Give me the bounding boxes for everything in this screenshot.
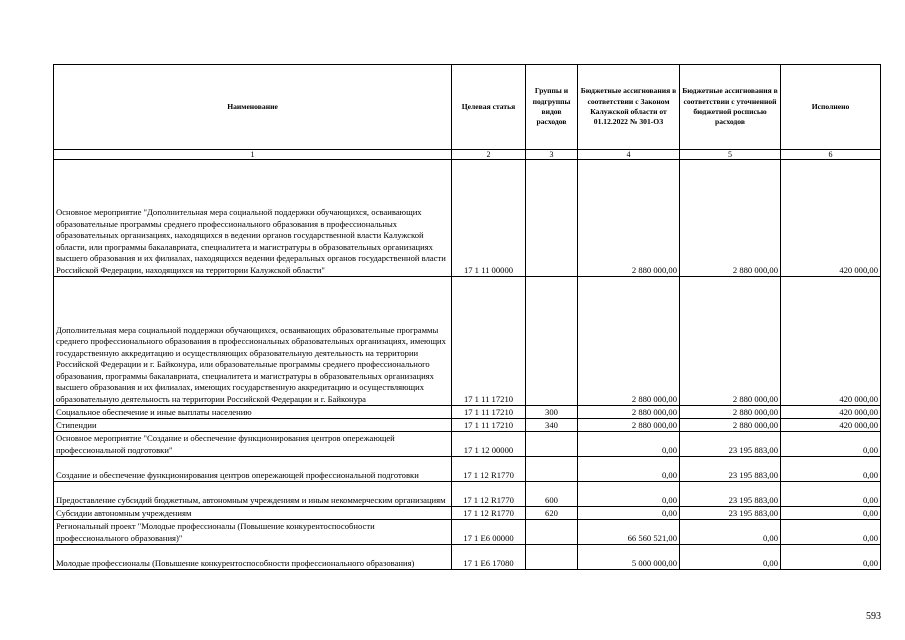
row-target-article: 17 1 12 R1770 xyxy=(452,507,526,520)
row-name: Региональный проект "Молодые профессионалы (Повышение конкурентоспособности профессионального образования)" xyxy=(54,520,452,545)
page-number: 593 xyxy=(866,611,881,622)
row-target-article: 17 1 11 17210 xyxy=(452,406,526,419)
table-row xyxy=(54,482,881,507)
table-header xyxy=(54,65,881,160)
row-executed: 0,00 xyxy=(781,507,881,520)
row-name: Социальное обеспечение и иные выплаты населению xyxy=(54,406,452,419)
row-expense-group xyxy=(526,457,578,482)
header-name: Наименование xyxy=(54,65,452,150)
row-target-article: 17 1 11 17210 xyxy=(452,277,526,406)
header-budget-law: Бюджетные ассигнования в соответствии с Законом Калужской области от 01.12.2022 № 301-ОЗ xyxy=(578,65,680,150)
row-expense-group xyxy=(526,432,578,457)
row-expense-group xyxy=(526,160,578,277)
row-budget-law: 2 880 000,00 xyxy=(578,406,680,419)
row-budget-law: 2 880 000,00 xyxy=(578,160,680,277)
budget-table xyxy=(53,64,881,570)
row-executed: 0,00 xyxy=(781,482,881,507)
row-budget-law: 2 880 000,00 xyxy=(578,419,680,432)
row-budget-refined: 2 880 000,00 xyxy=(680,406,781,419)
row-budget-refined: 23 195 883,00 xyxy=(680,432,781,457)
table-row xyxy=(54,432,881,457)
row-name: Молодые профессионалы (Повышение конкурентоспособности профессионального образования) xyxy=(54,545,452,570)
row-target-article: 17 1 11 17210 xyxy=(452,419,526,432)
header-target-article: Целевая статья xyxy=(452,65,526,150)
row-executed: 420 000,00 xyxy=(781,277,881,406)
row-name: Предоставление субсидий бюджетным, автономным учреждениям и иным некоммерческим организациям xyxy=(54,482,452,507)
row-name: Стипендии xyxy=(54,419,452,432)
row-expense-group: 620 xyxy=(526,507,578,520)
row-budget-law: 2 880 000,00 xyxy=(578,277,680,406)
column-number: 4 xyxy=(578,150,680,160)
column-number: 2 xyxy=(452,150,526,160)
column-number-row xyxy=(54,150,881,160)
table-row xyxy=(54,507,881,520)
column-number: 1 xyxy=(54,150,452,160)
row-name: Основное мероприятие "Дополнительная мера социальной поддержки обучающихся, осваивающих образовательные программы среднего профессионального образования в профессиональных образовательных организациях, находящихся в ведении органов государственной власти Калужской области, или программы бакалавриата, специалитета и магистратуры в образовательных организациях высшего образования и их филиалах, находящихся ведении федеральных органов государственной власти Российской Федерации, находящихся на территории Калужской области" xyxy=(54,160,452,277)
row-executed: 420 000,00 xyxy=(781,406,881,419)
row-target-article: 17 1 12 R1770 xyxy=(452,482,526,507)
row-budget-refined: 23 195 883,00 xyxy=(680,507,781,520)
row-budget-refined: 0,00 xyxy=(680,545,781,570)
row-budget-law: 5 000 000,00 xyxy=(578,545,680,570)
row-executed: 0,00 xyxy=(781,520,881,545)
row-budget-law: 0,00 xyxy=(578,507,680,520)
row-expense-group: 600 xyxy=(526,482,578,507)
table-row xyxy=(54,160,881,277)
table-row xyxy=(54,277,881,406)
row-budget-refined: 2 880 000,00 xyxy=(680,160,781,277)
header-expense-groups: Группы и подгруппы видов расходов xyxy=(526,65,578,150)
row-budget-refined: 2 880 000,00 xyxy=(680,277,781,406)
row-expense-group xyxy=(526,520,578,545)
row-budget-refined: 2 880 000,00 xyxy=(680,419,781,432)
row-budget-refined: 23 195 883,00 xyxy=(680,482,781,507)
table-row xyxy=(54,545,881,570)
row-target-article: 17 1 12 R1770 xyxy=(452,457,526,482)
header-executed: Исполнено xyxy=(781,65,881,150)
row-expense-group xyxy=(526,545,578,570)
row-budget-law: 0,00 xyxy=(578,482,680,507)
column-number: 6 xyxy=(781,150,881,160)
row-target-article: 17 1 Е6 00000 xyxy=(452,520,526,545)
row-executed: 420 000,00 xyxy=(781,160,881,277)
row-name: Основное мероприятие "Создание и обеспечение функционирования центров опережающей профессиональной подготовки" xyxy=(54,432,452,457)
row-executed: 0,00 xyxy=(781,545,881,570)
row-name: Субсидии автономным учреждениям xyxy=(54,507,452,520)
row-target-article: 17 1 Е6 17080 xyxy=(452,545,526,570)
row-name: Создание и обеспечение функционирования центров опережающей профессиональной подготовки xyxy=(54,457,452,482)
header-budget-refined: Бюджетные ассигнования в соответствии с уточненной бюджетной росписью расходов xyxy=(680,65,781,150)
row-expense-group xyxy=(526,277,578,406)
column-number: 5 xyxy=(680,150,781,160)
row-expense-group: 300 xyxy=(526,406,578,419)
row-target-article: 17 1 12 00000 xyxy=(452,432,526,457)
row-executed: 420 000,00 xyxy=(781,419,881,432)
row-target-article: 17 1 11 00000 xyxy=(452,160,526,277)
row-expense-group: 340 xyxy=(526,419,578,432)
row-budget-law: 0,00 xyxy=(578,457,680,482)
table-body xyxy=(54,160,881,570)
row-budget-law: 0,00 xyxy=(578,432,680,457)
table-row xyxy=(54,406,881,419)
table-row xyxy=(54,419,881,432)
row-name: Дополнительная мера социальной поддержки обучающихся, осваивающих образовательные программы среднего профессионального образования в профессиональных образовательных организациях, имеющих государственную аккредитацию и осуществляющих образовательную деятельность на территории Российской Федерации и г. Байконура, или образовательные программы среднего профессионального образования, программы бакалавриата, специалитета и магистратуры в образовательных организациях высшего образования и их филиалах, имеющих государственную аккредитацию и осуществляющих образовательную деятельность на территории Российской Федерации и г. Байконура xyxy=(54,277,452,406)
table-row xyxy=(54,520,881,545)
row-budget-law: 66 560 521,00 xyxy=(578,520,680,545)
row-executed: 0,00 xyxy=(781,457,881,482)
column-number: 3 xyxy=(526,150,578,160)
row-budget-refined: 0,00 xyxy=(680,520,781,545)
table-row xyxy=(54,457,881,482)
row-budget-refined: 23 195 883,00 xyxy=(680,457,781,482)
row-executed: 0,00 xyxy=(781,432,881,457)
